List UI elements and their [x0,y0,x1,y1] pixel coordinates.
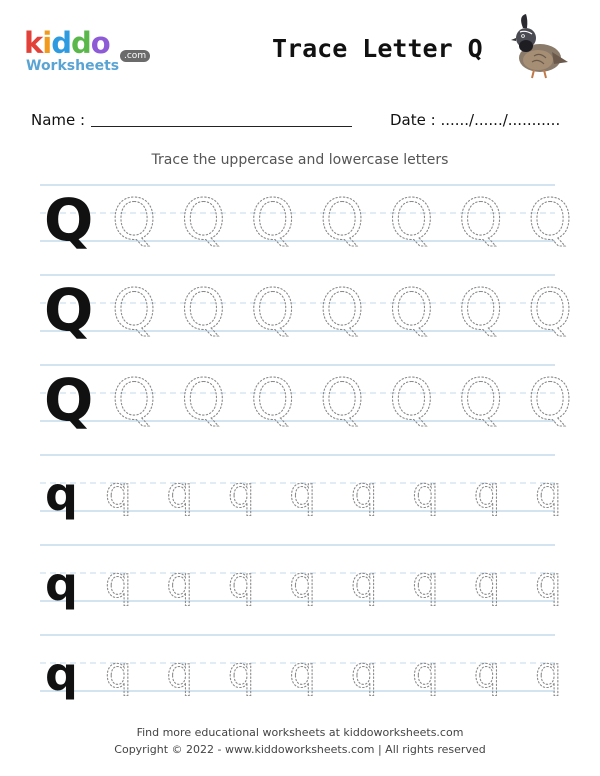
model-letter: Q [44,366,94,434]
tracing-row [40,455,562,521]
page-title: Trace Letter Q [272,34,483,63]
trace-letter[interactable]: Q [320,278,365,343]
trace-letter[interactable]: q [535,558,562,607]
trace-letter[interactable]: q [289,648,316,697]
trace-letter[interactable]: q [289,558,316,607]
trace-letter[interactable]: q [350,648,378,697]
name-label: Name : [31,111,86,129]
trace-letter[interactable]: Q [320,368,365,433]
trace-letter[interactable]: Q [112,278,157,343]
trace-letter[interactable]: Q [320,188,365,253]
trace-letter[interactable]: q [227,648,255,697]
logo-subtitle: Worksheets [26,58,120,74]
trace-letter[interactable]: Q [458,278,503,343]
trace-letter[interactable]: Q [389,278,434,343]
footer-promo-text: Find more educational worksheets at kiddoworksheets.com [136,726,464,739]
trace-letter[interactable]: q [166,558,194,607]
trace-letter[interactable]: Q [458,368,503,433]
trace-letter[interactable]: q [105,648,132,697]
logo-letter-4: o [90,26,110,60]
model-letter: Q [44,276,94,344]
trace-letter[interactable]: q [473,468,501,517]
trace-letter[interactable]: q [166,648,194,697]
trace-letter[interactable]: Q [528,188,573,253]
trace-letter[interactable]: q [473,648,501,697]
trace-letter[interactable]: Q [528,368,573,433]
tracing-row [40,635,562,701]
trace-letter[interactable]: q [412,648,439,697]
logo-letter-3: d [71,26,91,60]
trace-letter[interactable]: q [227,558,255,607]
trace-letter[interactable]: q [350,558,378,607]
model-letter: Q [44,186,94,254]
tracing-row [40,275,572,344]
trace-letter[interactable]: q [105,558,132,607]
trace-letter[interactable]: q [535,648,562,697]
trace-letter[interactable]: Q [112,188,157,253]
trace-letter[interactable]: q [289,468,316,517]
trace-letter[interactable]: Q [458,188,503,253]
logo-letter-2: d [51,26,72,60]
trace-letter[interactable]: Q [250,368,295,433]
date-label: Date : ....../....../........... [390,111,561,129]
instructions-text: Trace the uppercase and lowercase letters [151,152,449,168]
logo-letter-0: k [24,26,43,60]
trace-letter[interactable]: q [412,558,439,607]
tracing-row [40,545,562,611]
model-letter: q [45,647,78,701]
trace-letter[interactable]: q [166,468,194,517]
trace-letter[interactable]: Q [112,368,157,433]
trace-letter[interactable]: q [105,468,132,517]
trace-letter[interactable]: q [350,468,378,517]
trace-letter[interactable]: Q [181,188,226,253]
trace-letter[interactable]: Q [250,188,295,253]
footer-copyright-text: Copyright © 2022 - www.kiddoworksheets.com | All rights reserved [114,743,486,756]
tracing-row [40,365,572,434]
trace-letter[interactable]: Q [389,368,434,433]
trace-letter[interactable]: Q [528,278,573,343]
logo-domain-badge: .com [120,50,150,62]
model-letter: q [45,557,78,611]
model-letter: q [45,467,78,521]
trace-letter[interactable]: Q [181,368,226,433]
tracing-row [40,185,572,254]
trace-letter[interactable]: q [535,468,562,517]
trace-letter[interactable]: q [473,558,501,607]
trace-letter[interactable]: q [227,468,255,517]
logo-letter-1: i [42,26,52,60]
trace-letter[interactable]: Q [250,278,295,343]
trace-letter[interactable]: Q [181,278,226,343]
trace-letter[interactable]: Q [389,188,434,253]
trace-letter[interactable]: q [412,468,439,517]
